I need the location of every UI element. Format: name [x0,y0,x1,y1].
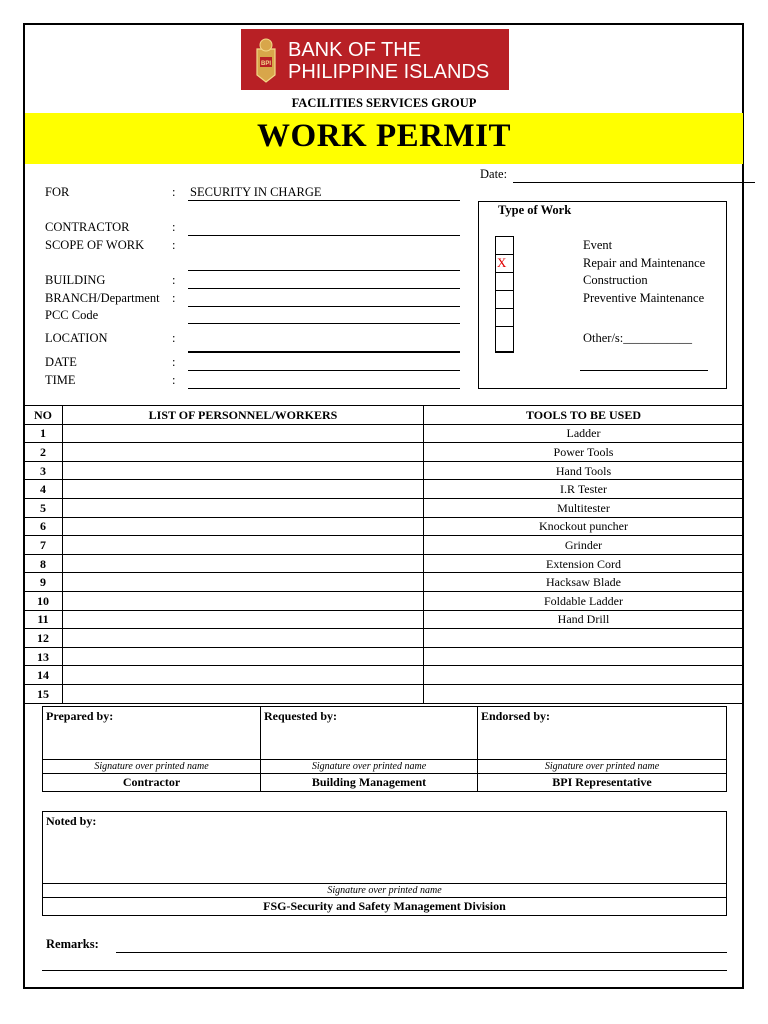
branch-colon: : [172,291,176,305]
row-number: 8 [24,554,63,573]
group-name: FACILITIES SERVICES GROUP [291,96,477,110]
date-label-2: DATE [45,355,77,369]
worker-cell[interactable] [63,480,424,499]
worker-cell[interactable] [63,610,424,629]
for-field[interactable] [188,200,460,201]
location-colon: : [172,331,176,345]
sig-caption-endorsed: Signature over printed name [478,760,727,774]
table-row [24,461,744,480]
tool-cell: Hand Tools [424,461,744,480]
row-number: 5 [24,498,63,517]
type-of-work-title: Type of Work [498,203,572,217]
table-row [24,666,744,685]
checkbox-other[interactable] [495,326,514,353]
time-label: TIME [45,373,76,387]
bpi-rep-caption: BPI Representative [478,774,727,792]
checkbox-event[interactable] [495,236,514,254]
row-number: 7 [24,536,63,555]
other-field[interactable] [580,370,708,371]
checkbox-blank[interactable] [495,308,514,326]
tool-cell: Multitester [424,498,744,517]
scope-field[interactable] [188,270,460,271]
worker-cell[interactable] [63,629,424,648]
row-number: 15 [24,684,63,703]
worker-cell[interactable] [63,498,424,517]
scope-label: SCOPE OF WORK [45,238,145,252]
for-value: SECURITY IN CHARGE [190,185,322,199]
scope-colon: : [172,238,176,252]
pcc-field[interactable] [188,323,460,324]
table-row [24,647,744,666]
prepared-by-cell[interactable] [43,707,261,760]
option-event: Event [583,238,613,252]
table-row [24,480,744,499]
table-header-row [24,406,744,425]
checkbox-preventive[interactable] [495,290,514,308]
table-row [24,573,744,592]
contractor-colon: : [172,220,176,234]
tool-cell: Grinder [424,536,744,555]
bank-name-line1: BANK OF THE [288,39,421,61]
building-field[interactable] [188,288,460,289]
option-other: Other/s:___________ [583,331,693,345]
table-row [24,443,744,462]
date-colon: : [172,355,176,369]
endorsed-by-cell[interactable] [478,707,727,760]
col-workers-header: LIST OF PERSONNEL/WORKERS [63,406,424,425]
date-field[interactable] [513,182,755,183]
table-row [24,591,744,610]
sig-caption-noted: Signature over printed name [43,884,727,898]
tool-cell: I.R Tester [424,480,744,499]
tool-cell [424,684,744,703]
pcc-label: PCC Code [45,308,99,322]
worker-cell[interactable] [63,554,424,573]
col-no-header: NO [24,406,63,425]
checkbox-construction[interactable] [495,272,514,290]
worker-cell[interactable] [63,443,424,462]
table-row [24,536,744,555]
time-field[interactable] [188,388,460,389]
option-construction: Construction [583,273,648,287]
building-mgmt-caption: Building Management [261,774,478,792]
tool-cell [424,647,744,666]
table-row [24,554,744,573]
row-number: 2 [24,443,63,462]
worker-cell[interactable] [63,517,424,536]
row-number: 1 [24,424,63,443]
division-caption: FSG-Security and Safety Management Division [43,898,727,916]
worker-cell[interactable] [63,647,424,666]
for-label: FOR [45,185,70,199]
location-label: LOCATION [45,331,108,345]
sig-caption-prepared: Signature over printed name [43,760,261,774]
worker-cell[interactable] [63,536,424,555]
remarks-field[interactable] [116,952,727,953]
worker-cell[interactable] [63,461,424,480]
col-tools-header: TOOLS TO BE USED [424,406,744,425]
tool-cell: Power Tools [424,443,744,462]
noted-by-label: Noted by: [46,814,97,828]
tool-cell [424,666,744,685]
row-number: 14 [24,666,63,685]
worker-cell[interactable] [63,424,424,443]
table-row [24,517,744,536]
bpi-logo [241,29,509,90]
row-number: 4 [24,480,63,499]
time-colon: : [172,373,176,387]
worker-cell[interactable] [63,591,424,610]
worker-cell[interactable] [63,573,424,592]
bpi-badge-text: BPI [260,61,272,67]
prepared-by-label: Prepared by: [46,709,114,723]
contractor-label: CONTRACTOR [45,220,130,234]
date-label: Date: [480,167,508,181]
requested-by-label: Requested by: [264,709,338,723]
table-row [24,498,744,517]
row-number: 11 [24,610,63,629]
worker-cell[interactable] [63,666,424,685]
bpi-logo-svg [241,29,509,90]
contractor-caption: Contractor [43,774,261,792]
tool-cell: Extension Cord [424,554,744,573]
table-row [24,424,744,443]
bpi-emblem-icon [257,39,275,82]
location-field[interactable] [188,351,460,353]
noted-table [42,811,727,916]
row-number: 10 [24,591,63,610]
row-number: 12 [24,629,63,648]
building-label: BUILDING [45,273,106,287]
row-number: 13 [24,647,63,666]
row-number: 3 [24,461,63,480]
row-number: 6 [24,517,63,536]
personnel-tools-table [23,405,744,704]
repair-check-mark: X [497,255,507,270]
remarks-label: Remarks: [46,937,99,951]
option-preventive: Preventive Maintenance [583,291,705,305]
table-row [24,610,744,629]
tool-cell: Hacksaw Blade [424,573,744,592]
tool-cell: Ladder [424,424,744,443]
date-field-2[interactable] [188,370,460,371]
branch-label: BRANCH/Department [45,291,160,305]
tool-cell: Hand Drill [424,610,744,629]
signature-table [42,706,727,792]
endorsed-by-label: Endorsed by: [481,709,551,723]
requested-by-cell[interactable] [261,707,478,760]
tool-cell [424,629,744,648]
branch-field[interactable] [188,306,460,307]
row-number: 9 [24,573,63,592]
table-row [24,684,744,703]
noted-by-cell[interactable] [43,812,727,884]
bank-name-line2: PHILIPPINE ISLANDS [288,61,490,83]
remarks-field-2[interactable] [42,970,727,971]
contractor-field[interactable] [188,235,460,236]
option-repair: Repair and Maintenance [583,256,706,270]
tool-cell: Foldable Ladder [424,591,744,610]
for-colon: : [172,185,176,199]
tool-cell: Knockout puncher [424,517,744,536]
sig-caption-requested: Signature over printed name [261,760,478,774]
page-title: WORK PERMIT [257,118,511,154]
building-colon: : [172,273,176,287]
worker-cell[interactable] [63,684,424,703]
table-row [24,629,744,648]
